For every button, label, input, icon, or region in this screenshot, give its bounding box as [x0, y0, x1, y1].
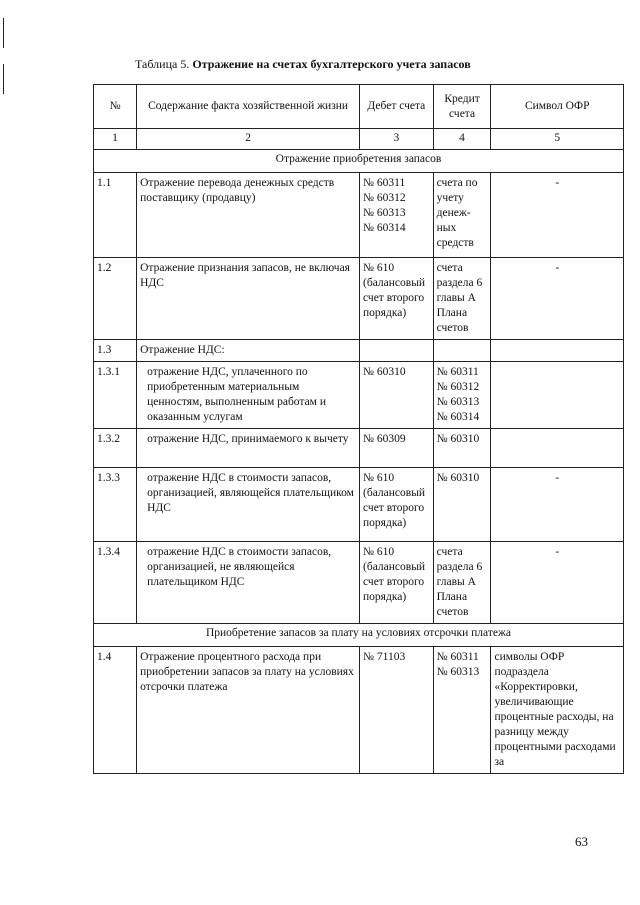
row-ofr	[491, 429, 624, 468]
table-row	[94, 468, 624, 542]
row-debit: № 610 (балансовый счет второго порядка)	[360, 468, 434, 542]
row-credit: № 60310	[433, 468, 491, 542]
row-content: Отражение НДС:	[137, 340, 360, 362]
row-debit: № 60309	[360, 429, 434, 468]
header-cell: Содержание факта хозяйственной жизни	[137, 85, 360, 129]
table-row	[94, 340, 624, 362]
row-content: Отражение процентного расхода при приобретении запасов за плату на условиях отсрочки платежа	[137, 647, 360, 774]
caption-title: Отражение на счетах бухгалтерского учета запасов	[192, 57, 471, 71]
row-number: 1.3.2	[94, 429, 137, 468]
row-number: 1.4	[94, 647, 137, 774]
section-title: Приобретение запасов за плату на условиях отсрочки платежа	[94, 624, 624, 647]
row-ofr	[491, 340, 624, 362]
section-title: Отражение приобретения запасов	[94, 150, 624, 173]
table-row	[94, 258, 624, 340]
row-content: отражение НДС, принимаемого к вычету	[137, 429, 360, 468]
caption-prefix: Таблица 5.	[135, 57, 190, 71]
row-credit: счета раздела 6 главы А Плана счетов	[433, 258, 491, 340]
row-ofr	[491, 362, 624, 429]
header-cell: Кредит счета	[433, 85, 491, 129]
row-credit: № 60311 № 60312 № 60313 № 60314	[433, 362, 491, 429]
row-content: отражение НДС, уплаченного по приобретенным материальным ценностям, выполненным работам и оказанным услугам	[137, 362, 360, 429]
row-content: Отражение признания запасов, не включая НДС	[137, 258, 360, 340]
row-debit	[360, 340, 434, 362]
table-row	[94, 173, 624, 258]
row-ofr: -	[491, 468, 624, 542]
table-caption	[135, 57, 471, 72]
row-number: 1.3.1	[94, 362, 137, 429]
accounting-table	[93, 84, 624, 774]
section-row	[94, 624, 624, 647]
column-number: 5	[491, 129, 624, 150]
row-content: отражение НДС в стоимости запасов, организацией, являющейся плательщиком НДС	[137, 468, 360, 542]
row-number: 1.2	[94, 258, 137, 340]
margin-mark	[3, 18, 4, 48]
table-row	[94, 647, 624, 774]
table-row	[94, 429, 624, 468]
section-row	[94, 150, 624, 173]
row-ofr: символы ОФР подраздела «Корректировки, увеличивающие процентные расходы, на разницу между процентными расходами за	[491, 647, 624, 774]
row-debit: № 71103	[360, 647, 434, 774]
column-number: 4	[433, 129, 491, 150]
row-number: 1.3.4	[94, 542, 137, 624]
table-row	[94, 542, 624, 624]
row-debit: № 60310	[360, 362, 434, 429]
column-number: 2	[137, 129, 360, 150]
row-debit: № 610 (балансовый счет второго порядка)	[360, 542, 434, 624]
row-ofr: -	[491, 542, 624, 624]
row-credit	[433, 340, 491, 362]
header-cell: Символ ОФР	[491, 85, 624, 129]
row-debit: № 610 (балансовый счет второго порядка)	[360, 258, 434, 340]
table-row	[94, 362, 624, 429]
margin-mark	[3, 64, 4, 94]
row-content: отражение НДС в стоимости запасов, организацией, не являющейся плательщиком НДС	[137, 542, 360, 624]
header-cell: Дебет счета	[360, 85, 434, 129]
header-row	[94, 85, 624, 129]
row-credit: № 60311 № 60313	[433, 647, 491, 774]
row-credit: № 60310	[433, 429, 491, 468]
row-number: 1.1	[94, 173, 137, 258]
row-credit: счета раздела 6 главы А Плана счетов	[433, 542, 491, 624]
header-cell: №	[94, 85, 137, 129]
row-ofr: -	[491, 173, 624, 258]
row-debit: № 60311 № 60312 № 60313 № 60314	[360, 173, 434, 258]
column-number: 1	[94, 129, 137, 150]
row-credit: счета по учету денеж-ных средств	[433, 173, 491, 258]
column-number: 3	[360, 129, 434, 150]
row-content: Отражение перевода денежных средств поставщику (продавцу)	[137, 173, 360, 258]
column-number-row	[94, 129, 624, 150]
page-number: 63	[575, 834, 588, 849]
row-number: 1.3	[94, 340, 137, 362]
row-ofr: -	[491, 258, 624, 340]
row-number: 1.3.3	[94, 468, 137, 542]
